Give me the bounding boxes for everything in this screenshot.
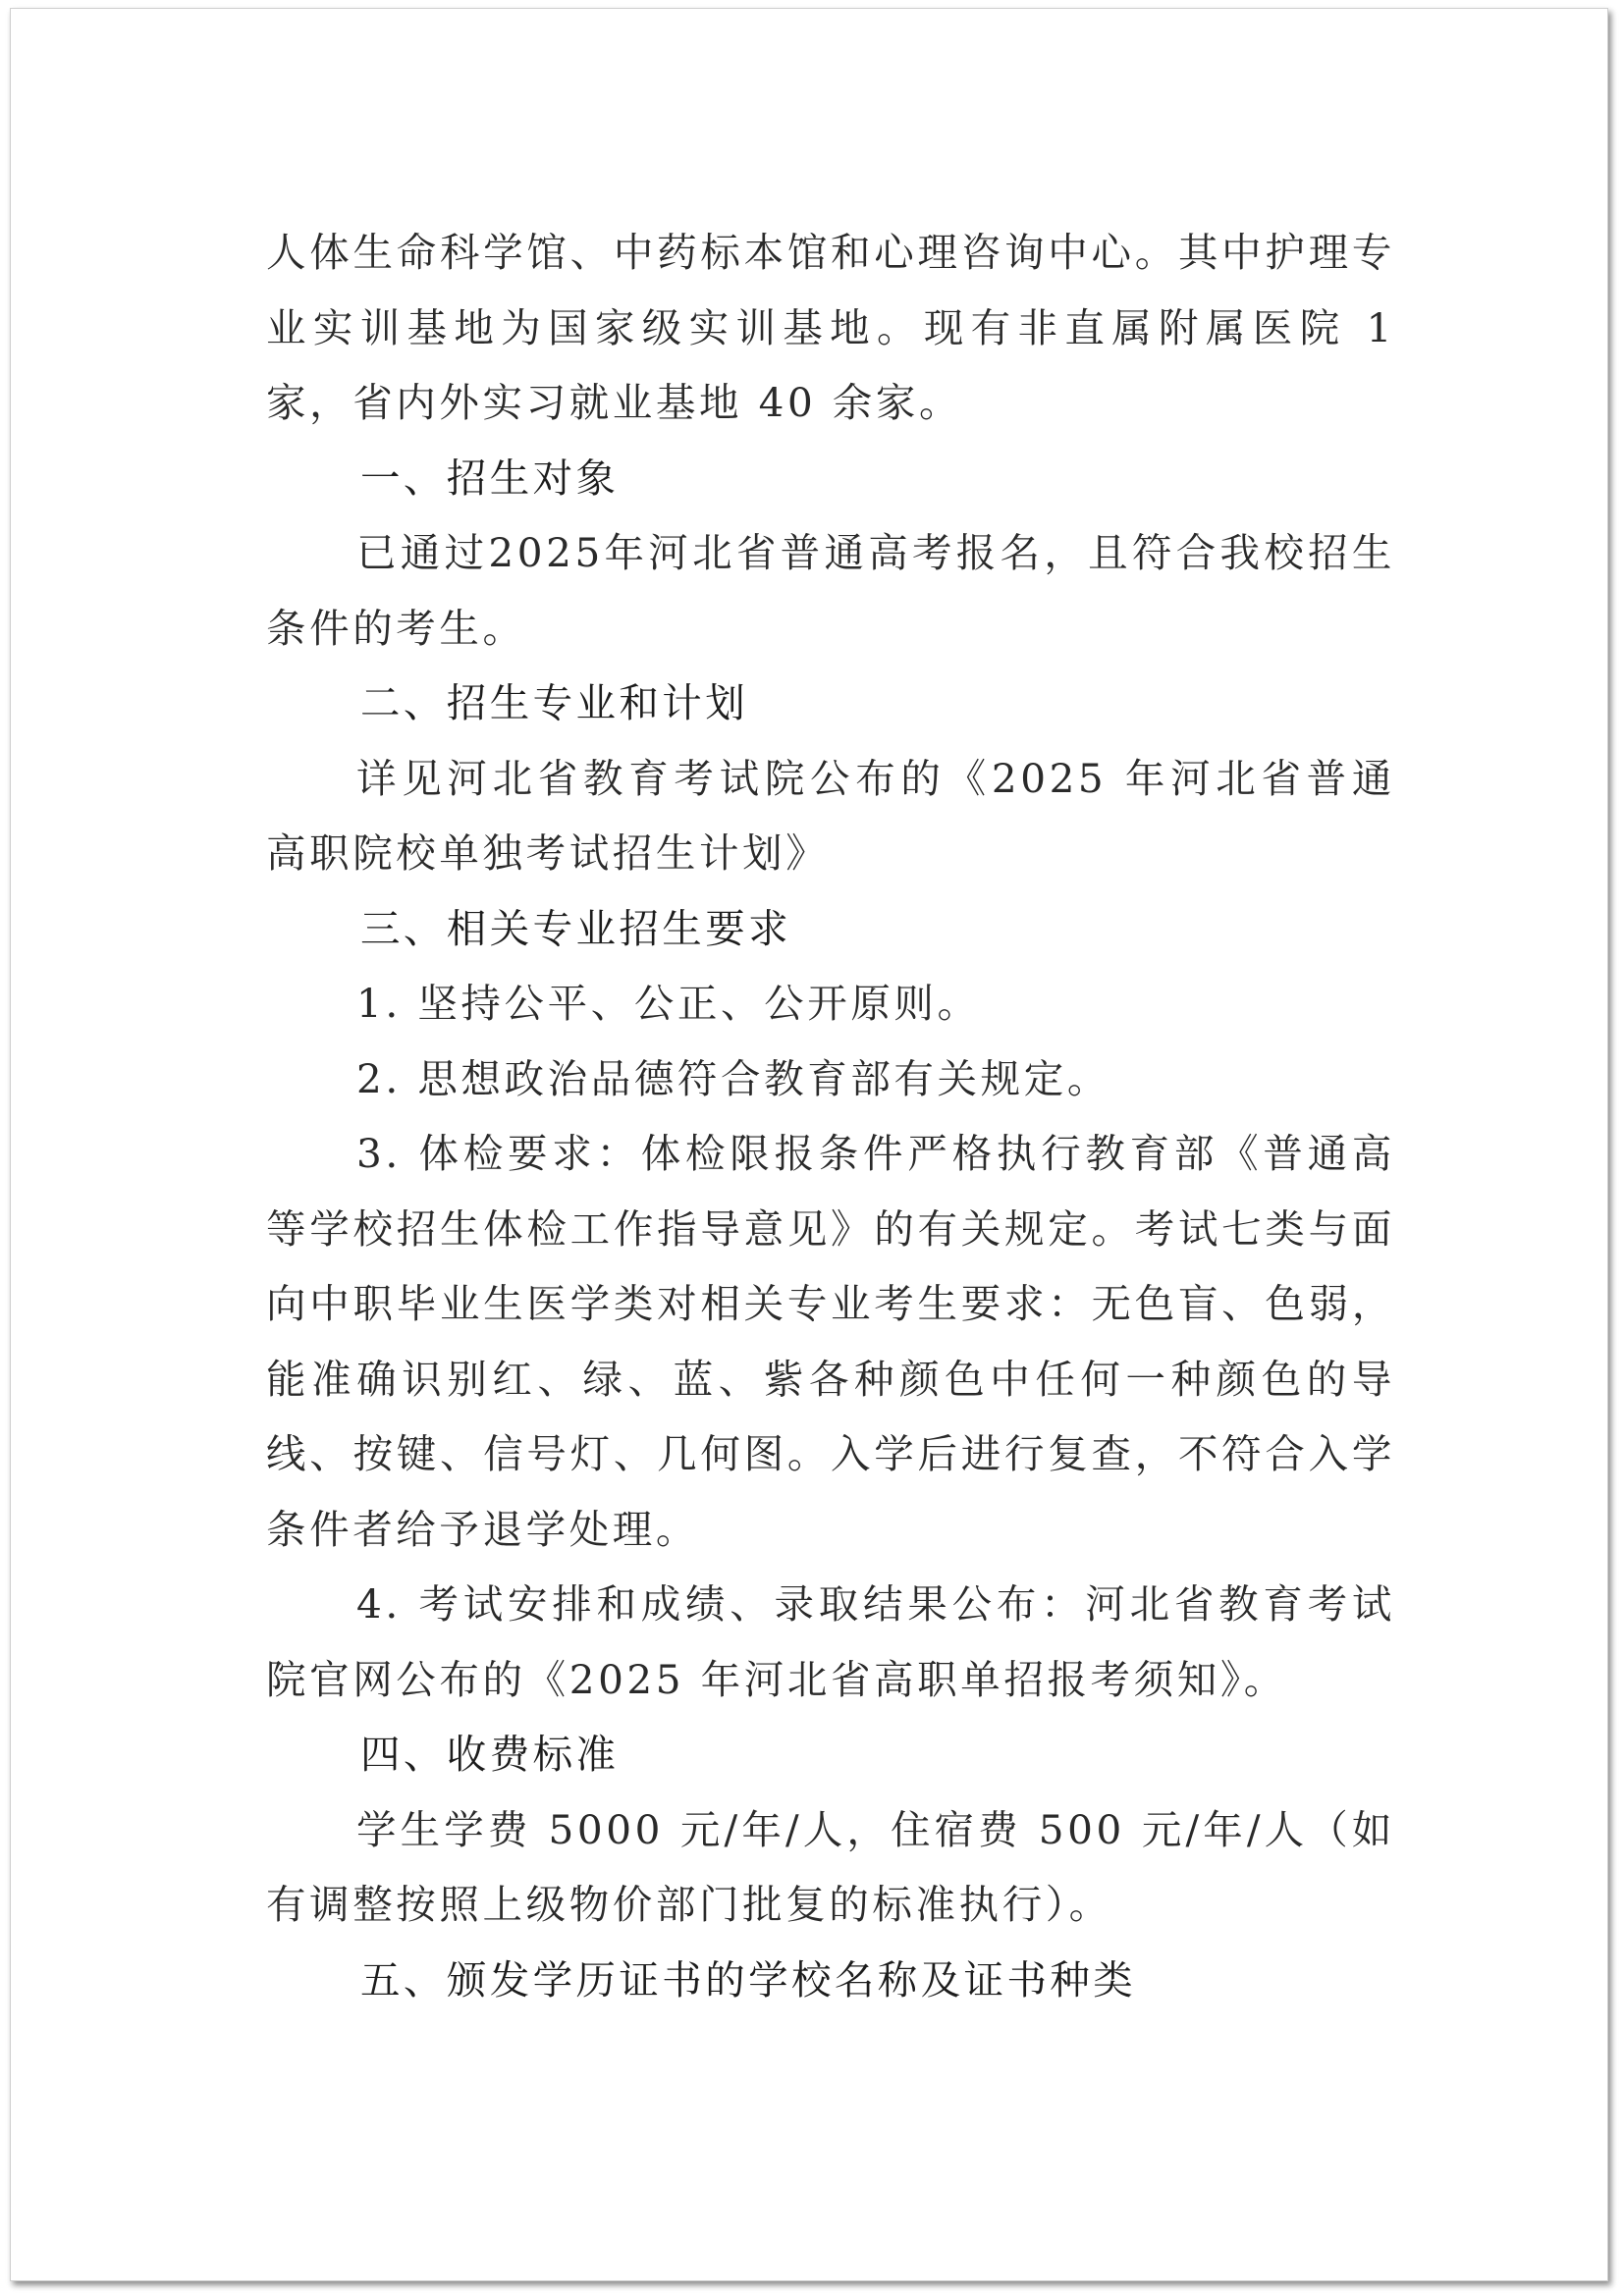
paragraph-majors-and-plan: 详见河北省教育考试院公布的《2025 年河北省普通高职院校单独考试招生计划》 <box>266 754 1395 877</box>
heading-certificate: 五、颁发学历证书的学校名称及证书种类 <box>360 1955 1137 2003</box>
heading-fee-standard: 四、收费标准 <box>360 1731 620 1778</box>
document-page <box>10 8 1608 2281</box>
paragraph-admission-target: 已通过2025年河北省普通高考报名，且符合我校招生条件的考生。 <box>266 529 1395 652</box>
paragraph-fee-standard: 学生学费 5000 元/年/人，住宿费 500 元/年/人（如有调整按照上级物价部门批复的标准执行）。 <box>266 1805 1395 1928</box>
document-body <box>266 215 1395 2017</box>
heading-major-requirements: 三、相关专业招生要求 <box>360 904 791 952</box>
list-item-exam-results: 4. 考试安排和成绩、录取结果公布：河北省教育考试院官网公布的《2025 年河北省高职单招报考须知》。 <box>266 1580 1395 1703</box>
list-item-political-ethics: 2. 思想政治品德符合教育部有关规定。 <box>356 1054 1110 1102</box>
heading-majors-and-plan: 二、招生专业和计划 <box>360 679 749 726</box>
paragraph-training-bases: 人体生命科学馆、中药标本馆和心理咨询中心。其中护理专业实训基地为国家级实训基地。现有非直属附属医院 1 家，省内外实习就业基地 40 余家。 <box>266 229 1395 426</box>
list-item-fairness: 1. 坚持公平、公正、公开原则。 <box>356 980 981 1027</box>
heading-admission-target: 一、招生对象 <box>360 454 620 502</box>
list-item-physical-exam: 3. 体检要求：体检限报条件严格执行教育部《普通高等学校招生体检工作指导意见》的有关规定。考试七类与面向中职毕业生医学类对相关专业考生要求：无色盲、色弱，能准确识别红、绿、蓝、紫各种颜色中任何一种颜色的导线、按键、信号灯、几何图。入学后进行复查，不符合入学条件者给予退学处理。 <box>266 1130 1395 1553</box>
